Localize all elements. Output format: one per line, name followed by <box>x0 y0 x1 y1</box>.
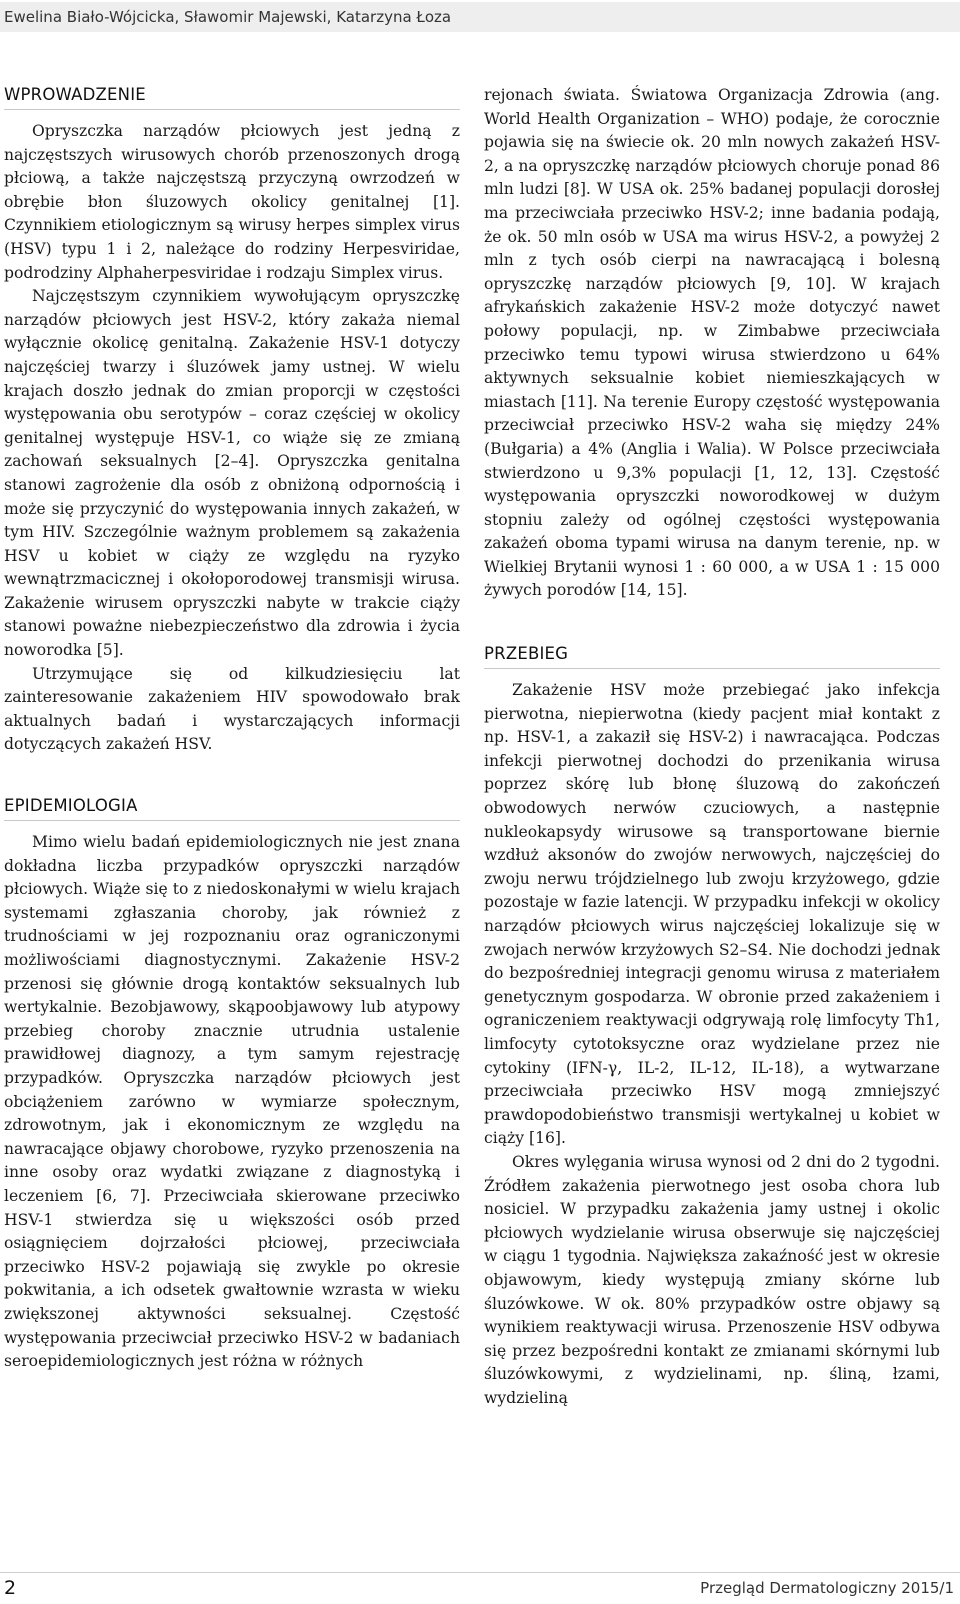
section-heading-epidemiology: EPIDEMIOLOGIA <box>4 795 460 821</box>
section-spacer <box>4 757 460 795</box>
page-footer <box>0 1572 960 1600</box>
intro-paragraph-1: Opryszczka narządów płciowych jest jedną z najczęstszych wirusowych chorób przenoszonych drogą płciową, a także najczęstszą przyczyną owrzodzeń w obrębie błon śluzowych okolicy genitalnej [1]. Czynnikiem etiologicznym są wirusy herpes simplex virus (HSV) typu 1 i 2, należące do rodziny Herpesviridae, podrodziny Alphaherpesviridae i rodzaju Simplex virus. <box>4 122 460 282</box>
course-paragraph-2: Okres wylęgania wirusa wynosi od 2 dni do 2 tygodni. Źródłem zakażenia pierwotnego jest osoba chora lub nosiciel. W przypadku zakażenia jamy ustnej i okolic płciowych wydzielanie wirusa obserwuje się najczęściej w ciągu 1 tygodnia. Największa zakaźność jest w okresie objawowym, kiedy występują zmiany skórne lub śluzówkowe. W ok. 80% przypadków ostre objawy są wynikiem reaktywacji wirusa. Przenoszenie HSV odbywa się przez bezpośredni kontakt ze zmianami skórnymi lub śluzówkowymi, z wydzielinami, np. śliną, łzami, wydzieliną <box>484 1152 940 1407</box>
page-number: 2 <box>4 1577 17 1599</box>
course-paragraph-1: Zakażenie HSV może przebiegać jako infekcja pierwotna, niepierwotna (kiedy pacjent miał kontakt z np. HSV-1, a zakaził się HSV-2) i nawracająca. Podczas infekcji pierwotnej dochodzi do przenikania wirusa poprzez skórę lub błonę śluzową do zakończeń obwodowych nerwów czuciowych, a następnie nukleokapsydy wirusowe są transportowane biernie wzdłuż aksonów do zwojów nerwowych, najczęściej do zwoju nerwu trójdzielnego lub zwoju krzyżowego, gdzie pozostaje w fazie latencji. W przypadku infekcji w okolicy narządów płciowych wirus najczęściej lokalizuje się w zwojach nerwów krzyżowych S2–S4. Nie dochodzi jednak do bezpośredniej integracji genomu wirusa z materiałem genetycznym gospodarza. W obronie przed zakażeniem i ograniczeniem reaktywacji odgrywają rolę limfocyty Th1, limfocyty cytotoksyczne oraz wydzielane przez nie cytokiny (IFN-γ, IL-2, IL-12, IL-18), a wytwarzane przeciwciała przeciwko HSV mogą zmniejszyć prawdopodobieństwo transmisji wertykalnej u kobiet w ciąży [16]. <box>484 681 940 1148</box>
epidemiology-paragraph-1: Mimo wielu badań epidemiologicznych nie jest znana dokładna liczba przypadków opryszczki narządów płciowych. Wiąże się to z niedoskonałymi w wielu krajach systemami zgłaszania choroby, jak również z trudnościami w jej rozpoznaniu oraz ograniczonymi możliwościami diagnostycznymi. Zakażenie HSV-2 przenosi się głównie drogą kontaktów seksualnych lub wertykalnie. Bezobjawowy, skąpoobjawowy lub atypowy przebieg choroby znacznie utrudnia ustalenie prawidłowej diagnozy, a tym samym rejestrację przypadków. Opryszczka narządów płciowych jest obciążeniem zarówno w wymiarze społecznym, zdrowotnym, jak i ekonomicznym ze względu na nawracające objawy chorobowe, ryzyko przenoszenia na inne osoby oraz wydatki związane z diagnostyką i leczeniem [6, 7]. Przeciwciała skierowane przeciwko HSV-1 stwierdza się u większości osób przed osiągnięciem dojrzałości płciowej, przeciwciała przeciwko HSV-2 pojawiają się zwykle po okresie pokwitania, a ich odsetek gwałtownie wzrasta w wieku zwiększonej aktywności seksualnej. Częstość występowania przeciwciał przeciwko HSV-2 w badaniach seroepidemiologicznych jest różna w różnych <box>4 833 460 1371</box>
journal-name: Przegląd Dermatologiczny 2015/1 <box>700 1579 954 1597</box>
section-heading-course: PRZEBIEG <box>484 643 940 669</box>
right-column <box>484 84 940 1514</box>
epidemiology-paragraph-1-continued: rejonach świata. Światowa Organizacja Zdrowia (ang. World Health Organization – WHO) podaje, że corocznie pojawia się na świecie ok. 20 mln nowych zakażeń HSV-2, a na opryszczkę narządów płciowych choruje ponad 86 mln ludzi [8]. W USA ok. 25% badanej populacji dorosłej ma przeciwciała przeciwko HSV-2; inne badania podają, że ok. 50 mln osób w USA ma wirus HSV-2, a powyżej 2 mln z tych osób cierpi na nawracającą i bolesną opryszczkę narządów płciowych [9, 10]. W krajach afrykańskich zakażenie HSV-2 może dotyczyć nawet połowy populacji, np. w Zimbabwe przeciwciała przeciwko temu typowi wirusa stwierdzono u 64% aktywnych seksualnie kobiet niemieszkających w miastach [11]. Na terenie Europy częstość występowania przeciwciał przeciwko HSV-2 waha się między 24% (Bułgaria) a 4% (Anglia i Walia). W Polsce przeciwciała stwierdzono u 9,3% populacji [1, 12, 13]. Częstość występowania opryszczki noworodkowej w dużym stopniu zależy od ogólnej częstości występowania zakażeń oboma typami wirusa na danym terenie, np. w Wielkiej Brytanii wynosi 1 : 60 000, a w USA 1 : 15 000 żywych porodów [14, 15]. <box>484 86 940 600</box>
intro-paragraph-2: Najczęstszym czynnikiem wywołującym opryszczkę narządów płciowych jest HSV-2, który zakaża niemal wyłącznie okolicę genitalną. Zakażenie HSV-1 dotyczy najczęściej twarzy i śluzówek jamy ustnej. W wielu krajach doszło jednak do zmian proporcji w częstości występowania obu serotypów – coraz częściej w okolicy genitalnej występuje HSV-1, co wiąże się ze zmianą zachowań seksualnych [2–4]. Opryszczka genitalna stanowi zagrożenie dla osób z obniżoną odpornością i może się przyczynić do występowania innych zakażeń, w tym HIV. Szczególnie ważnym problemem są zakażenia HSV u kobiet w ciąży ze względu na ryzyko wewnątrzmacicznej i okołoporodowej transmisji wirusa. Zakażenie wirusem opryszczki nabyte w trakcie ciąży stanowi poważne niebezpieczeństwo dla zdrowia i życia noworodka [5]. <box>4 287 460 660</box>
running-header <box>0 2 960 32</box>
article-authors: Ewelina Biało-Wójcicka, Sławomir Majewski, Katarzyna Łoza <box>4 8 452 26</box>
intro-paragraph-3: Utrzymujące się od kilkudziesięciu lat zainteresowanie zakażeniem HIV spowodowało brak aktualnych badań i wystarczających informacji dotyczących zakażeń HSV. <box>4 664 460 754</box>
section-spacer <box>484 603 940 643</box>
left-column <box>4 84 460 1514</box>
section-heading-introduction: WPROWADZENIE <box>4 84 460 110</box>
